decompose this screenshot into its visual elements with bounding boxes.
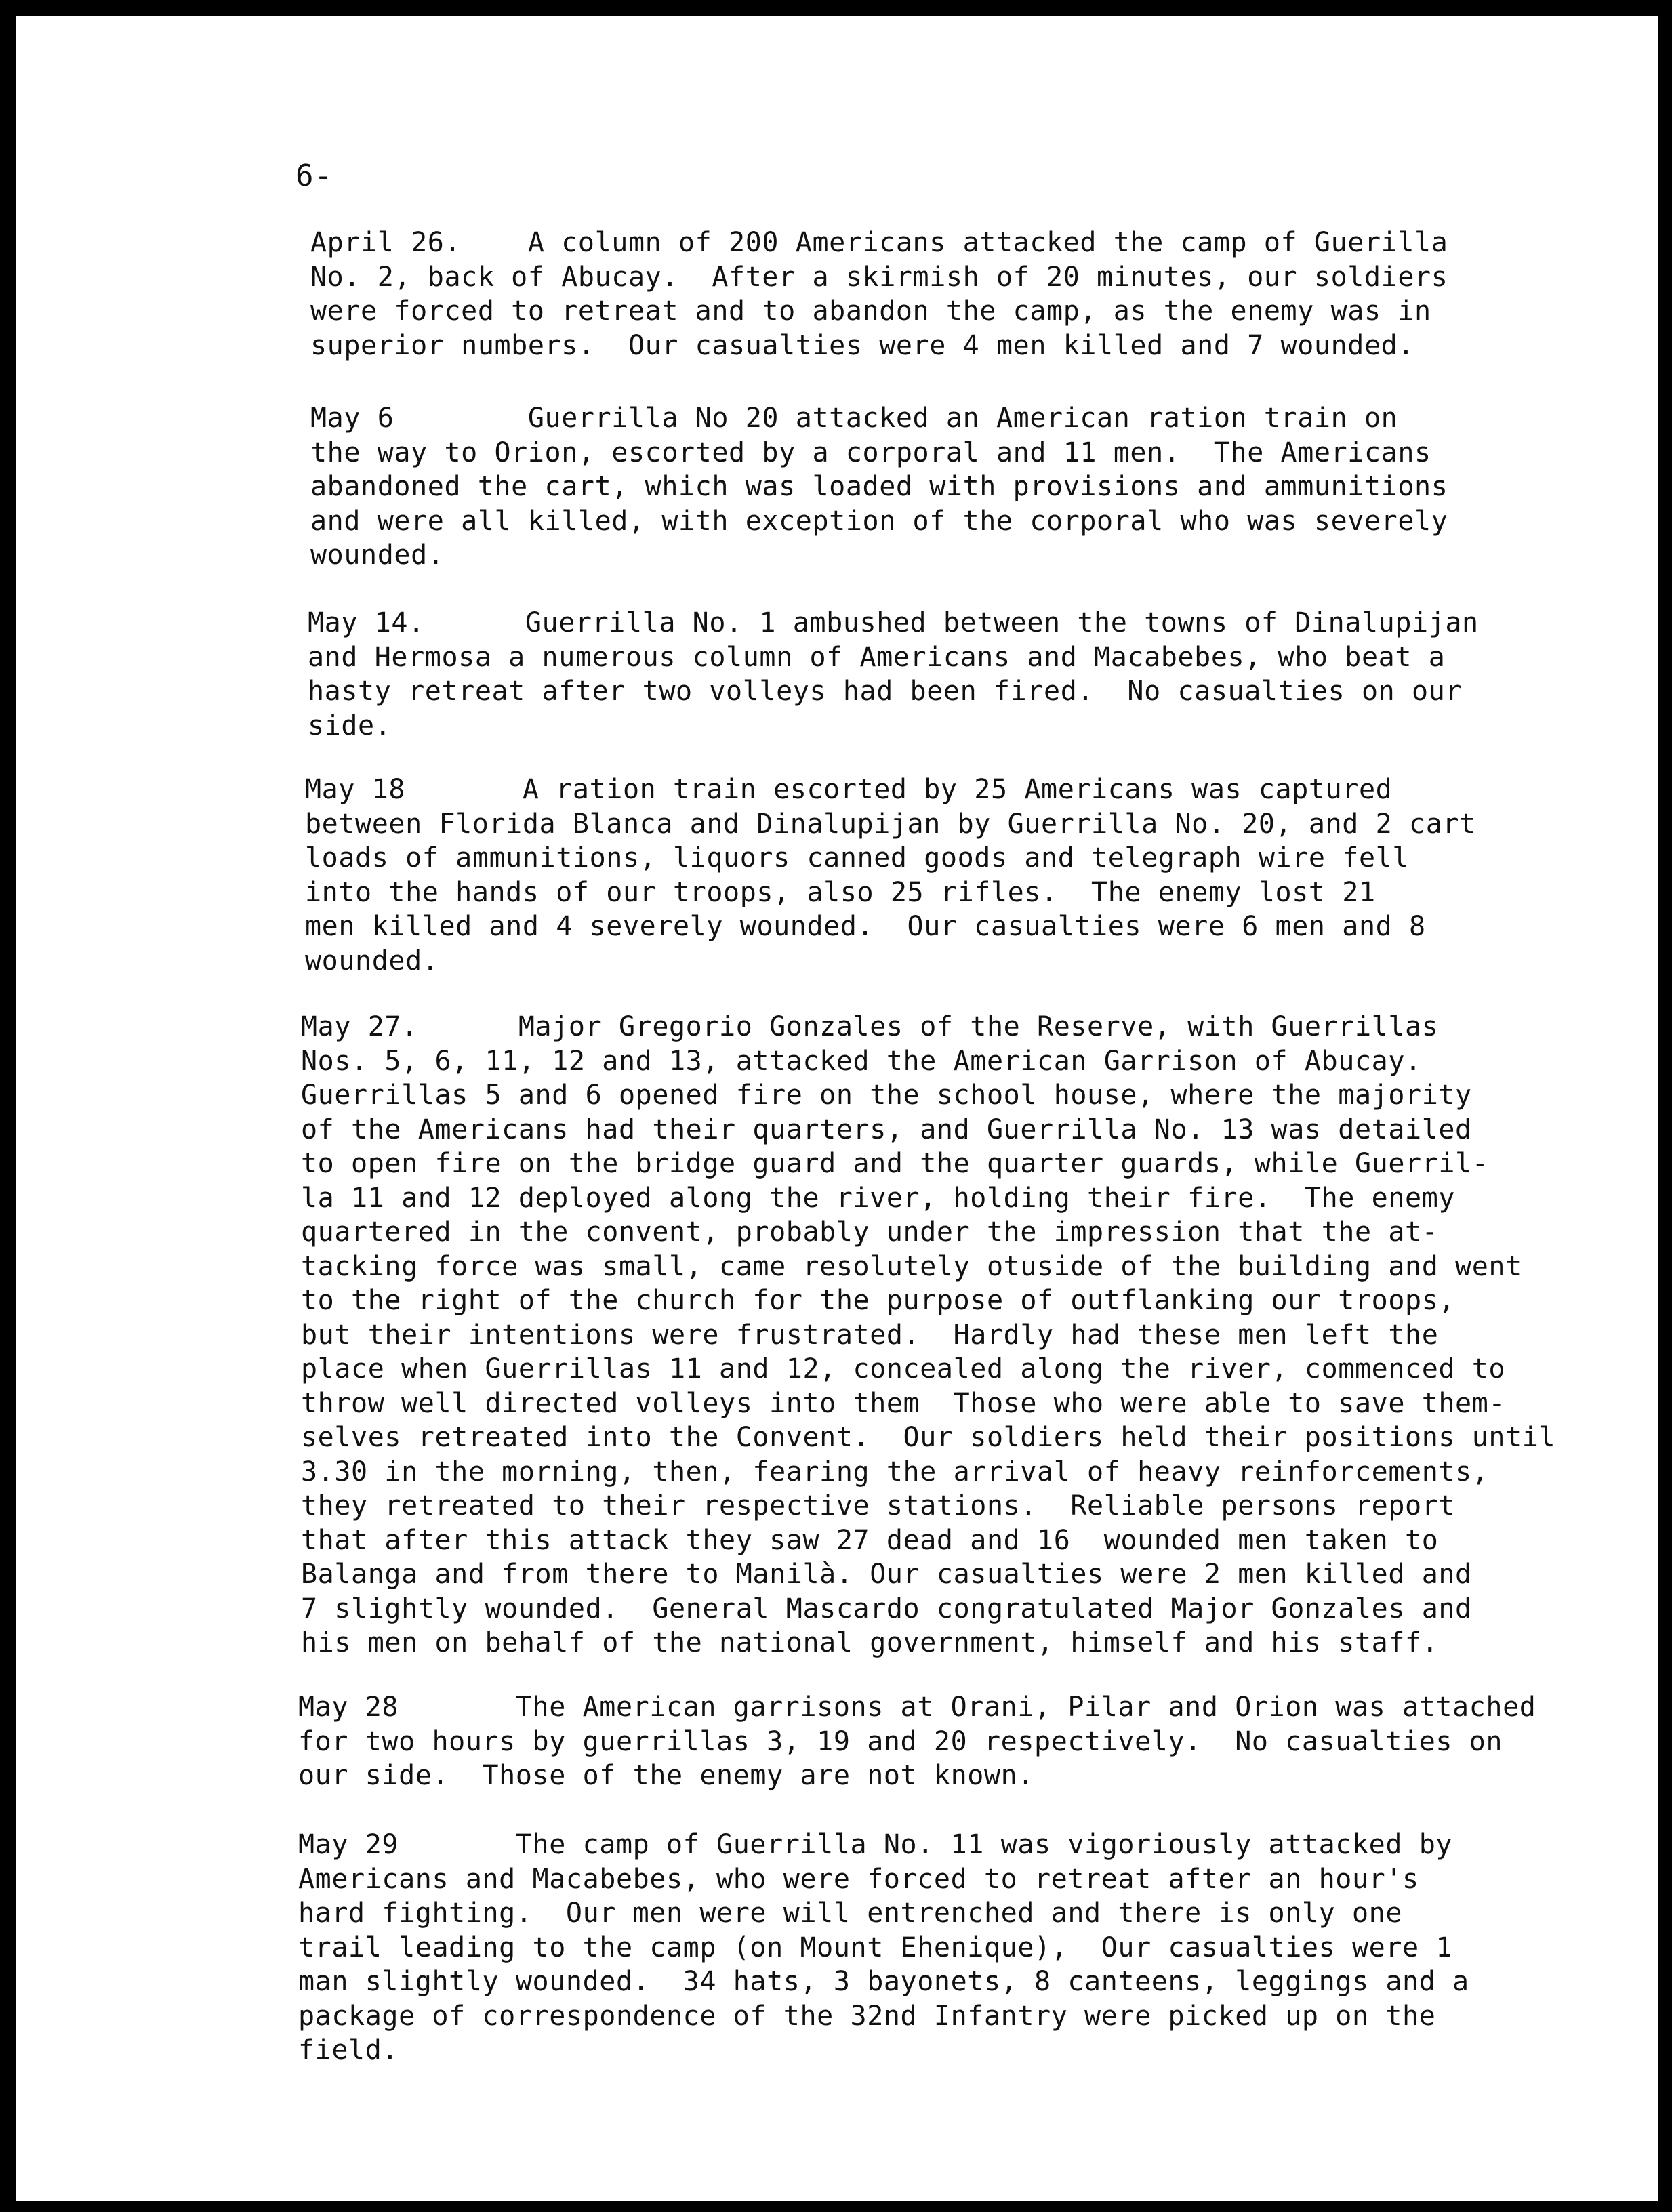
text-line: Americans and Macabebes, who were forced to retreat after an hour's bbox=[298, 1863, 1419, 1895]
text-line: la 11 and 12 deployed along the river, holding their fire. The enemy bbox=[301, 1182, 1456, 1214]
entry-may-29 bbox=[298, 1828, 1469, 2068]
text-line: abandoned the cart, which was loaded with provisions and ammunitions bbox=[310, 471, 1448, 502]
text-line: the way to Orion, escorted by a corporal and 11 men. The Americans bbox=[310, 436, 1431, 468]
text-line: our side. Those of the enemy are not known. bbox=[298, 1760, 1035, 1791]
entry-may-14 bbox=[308, 606, 1479, 743]
text-line: April 26. A column of 200 Americans attacked the camp of Guerilla bbox=[310, 227, 1448, 258]
text-line: hard fighting. Our men were will entrenched and there is only one bbox=[298, 1898, 1403, 1929]
text-line: to the right of the church for the purpose of outflanking our troops, bbox=[301, 1285, 1456, 1316]
text-line: they retreated to their respective stations. Reliable persons report bbox=[301, 1490, 1456, 1521]
text-line: package of correspondence of the 32nd Infantry were picked up on the bbox=[298, 2000, 1436, 2032]
text-line: his men on behalf of the national government, himself and his staff. bbox=[301, 1627, 1439, 1658]
text-line: side. bbox=[308, 710, 392, 741]
text-line: throw well directed volleys into them Those who were able to save them- bbox=[301, 1387, 1506, 1419]
entry-may-18 bbox=[305, 773, 1476, 978]
text-line: May 6 Guerrilla No 20 attacked an American ration train on bbox=[310, 403, 1398, 434]
text-line: for two hours by guerrillas 3, 19 and 20 respectively. No casualties on bbox=[298, 1725, 1503, 1757]
text-line: hasty retreat after two volleys had been fired. No casualties on our bbox=[308, 676, 1463, 707]
text-line: between Florida Blanca and Dinalupijan by Guerrilla No. 20, and 2 cart bbox=[305, 808, 1476, 840]
text-line: wounded. bbox=[305, 945, 439, 977]
text-line: May 28 The American garrisons at Orani, Pilar and Orion was attached bbox=[298, 1692, 1536, 1723]
text-line: that after this attack they saw 27 dead and 16 wounded men taken to bbox=[301, 1524, 1439, 1556]
text-line: of the Americans had their quarters, and Guerrilla No. 13 was detailed bbox=[301, 1113, 1472, 1145]
text-line: No. 2, back of Abucay. After a skirmish of 20 minutes, our soldiers bbox=[310, 261, 1448, 293]
text-line: into the hands of our troops, also 25 rifles. The enemy lost 21 bbox=[305, 876, 1376, 908]
text-line: May 14. Guerrilla No. 1 ambushed between the towns of Dinalupijan bbox=[308, 607, 1479, 638]
text-line: but their intentions were frustrated. Hardly had these men left the bbox=[301, 1319, 1439, 1351]
page-number: 6- bbox=[295, 159, 333, 193]
text-line: superior numbers. Our casualties were 4 men killed and 7 wounded. bbox=[310, 329, 1415, 361]
text-line: loads of ammunitions, liquors canned goods and telegraph wire fell bbox=[305, 842, 1410, 874]
text-line: and were all killed, with exception of the corporal who was severely bbox=[310, 505, 1448, 537]
entry-may-28 bbox=[298, 1690, 1536, 1793]
text-line: May 29 The camp of Guerrilla No. 11 was vigoriously attacked by bbox=[298, 1829, 1453, 1860]
text-line: Nos. 5, 6, 11, 12 and 13, attacked the American Garrison of Abucay. bbox=[301, 1045, 1422, 1077]
entry-may-27 bbox=[301, 1010, 1555, 1660]
text-line: place when Guerrillas 11 and 12, concealed along the river, commenced to bbox=[301, 1353, 1506, 1385]
text-line: and Hermosa a numerous column of Americans and Macabebes, who beat a bbox=[308, 641, 1446, 673]
text-line: to open fire on the bridge guard and the quarter guards, while Guerril- bbox=[301, 1148, 1489, 1179]
text-line: trail leading to the camp (on Mount Ehenique), Our casualties were 1 bbox=[298, 1931, 1453, 1963]
text-line: 7 slightly wounded. General Mascardo congratulated Major Gonzales and bbox=[301, 1593, 1472, 1624]
text-line: men killed and 4 severely wounded. Our casualties were 6 men and 8 bbox=[305, 911, 1426, 942]
text-line: Balanga and from there to Manilà. Our casualties were 2 men killed and bbox=[301, 1559, 1472, 1590]
text-line: field. bbox=[298, 2034, 399, 2066]
text-line: quartered in the convent, probably under the impression that the at- bbox=[301, 1216, 1439, 1248]
entry-may-6 bbox=[310, 401, 1448, 573]
text-line: May 27. Major Gregorio Gonzales of the Reserve, with Guerrillas bbox=[301, 1011, 1439, 1042]
typewritten-page bbox=[16, 16, 1658, 2201]
text-line: man slightly wounded. 34 hats, 3 bayonets, 8 canteens, leggings and a bbox=[298, 1966, 1469, 1997]
text-line: May 18 A ration train escorted by 25 Americans was captured bbox=[305, 774, 1393, 805]
text-line: selves retreated into the Convent. Our soldiers held their positions until bbox=[301, 1422, 1556, 1453]
text-line: Guerrillas 5 and 6 opened fire on the school house, where the majority bbox=[301, 1080, 1472, 1111]
text-line: tacking force was small, came resolutely otuside of the building and went bbox=[301, 1250, 1522, 1282]
text-line: were forced to retreat and to abandon the camp, as the enemy was in bbox=[310, 295, 1431, 327]
text-line: 3.30 in the morning, then, fearing the arrival of heavy reinforcements, bbox=[301, 1456, 1489, 1488]
entry-april-26 bbox=[310, 226, 1448, 363]
text-line: wounded. bbox=[310, 539, 445, 571]
